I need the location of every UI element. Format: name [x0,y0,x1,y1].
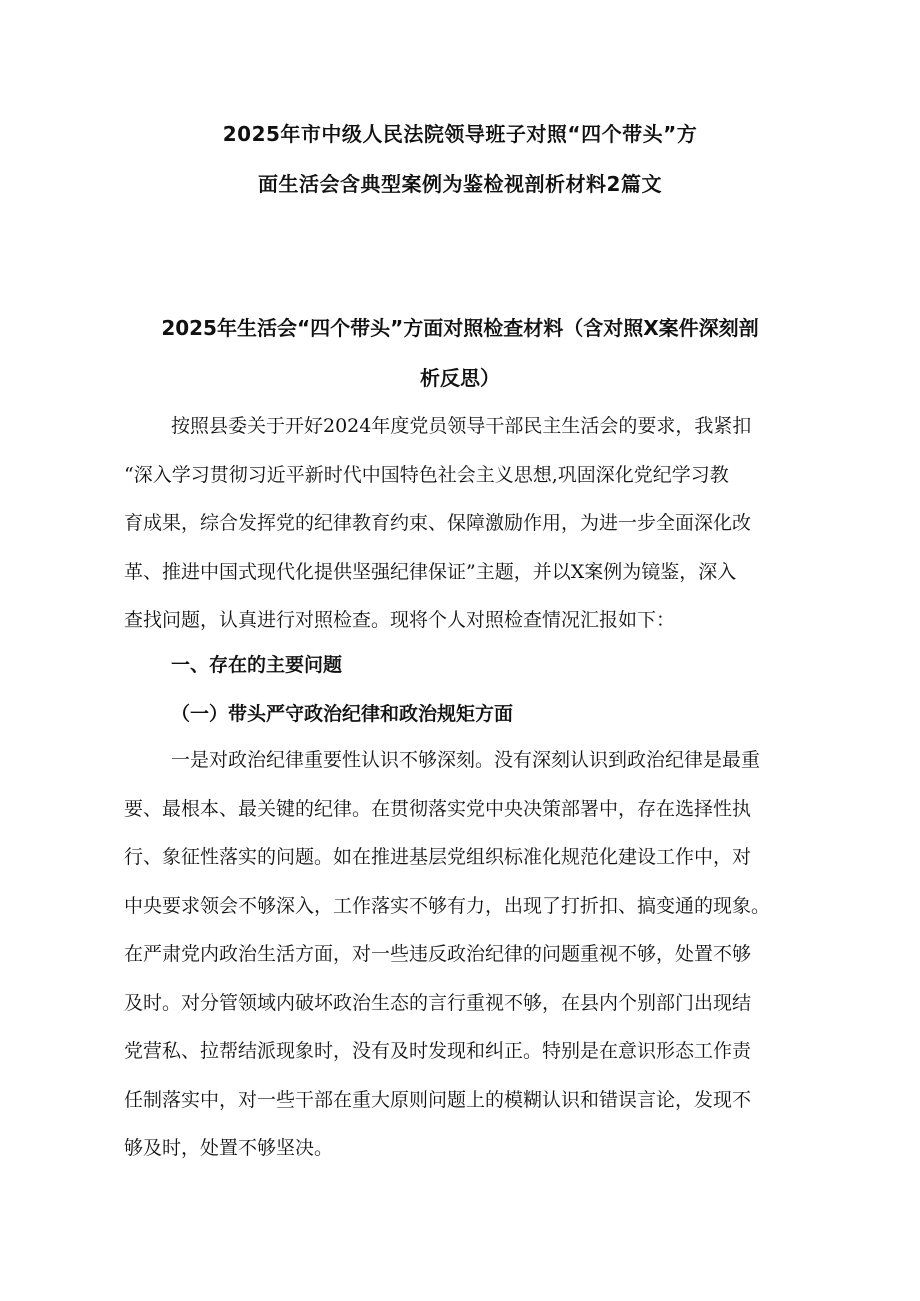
body-paragraph [124,736,800,1173]
intro-line: 革、推进中国式现代化提供坚强纪律保证”主题，并以X案例为镜鉴，深入 [124,560,737,583]
body-line: 一是对政治纪律重要性认识不够深刻。没有深刻认识到政治纪律是最重 [171,749,761,771]
body-line: 中央要求领会不够深入，工作落实不够有力，出现了打折扣、搞变通的现象。 [124,894,771,917]
intro-line: 育成果，综合发挥党的纪律教育约束、保障激励作用，为进一步全面深化改 [124,512,752,534]
body-line: 党营私、拉帮结派现象时，没有及时发现和纠正。特别是在意识形态工作责 [124,1040,752,1062]
subsection-heading: （一）带头严守政治纪律和政治规矩方面 [171,703,514,725]
body-line: 及时。对分管领域内破坏政治生态的言行重视不够，在县内个别部门出现结 [124,991,752,1014]
intro-line: “深入学习贯彻习近平新时代中国特色社会主义思想,巩固深化党纪学习教 [124,463,729,486]
section-heading: 一、存在的主要问题 [171,654,343,676]
document-title-line-2: 面生活会含典型案例为鉴检视剖析材料2篇文 [258,172,662,196]
body-line: 要、最根本、最关键的纪律。在贯彻落实党中央决策部署中，存在选择性执 [124,797,752,820]
body-line: 在严肃党内政治生活方面，对一些违反政治纪律的问题重视不够，处置不够 [124,943,752,965]
intro-paragraph [124,402,800,645]
body-line: 够及时，处置不够坚决。 [124,1137,334,1159]
intro-line: 查找问题，认真进行对照检查。现将个人对照检查情况汇报如下： [124,609,676,631]
body-line: 任制落实中，对一些干部在重大原则问题上的模糊认识和错误言论，发现不 [124,1088,752,1111]
document-title-line-1: 2025年市中级人民法院领导班子对照“四个带头”方 [222,122,698,146]
article-title-line-1: 2025年生活会“四个带头”方面对照检查材料（含对照X案件深刻剖 [161,316,759,340]
body-line: 行、象征性落实的问题。如在推进基层党组织标准化规范化建设工作中，对 [124,846,752,868]
article-title-line-2: 析反思） [420,366,500,390]
intro-line: 按照县委关于开好2024年度党员领导干部民主生活会的要求，我紧扣 [171,415,752,437]
